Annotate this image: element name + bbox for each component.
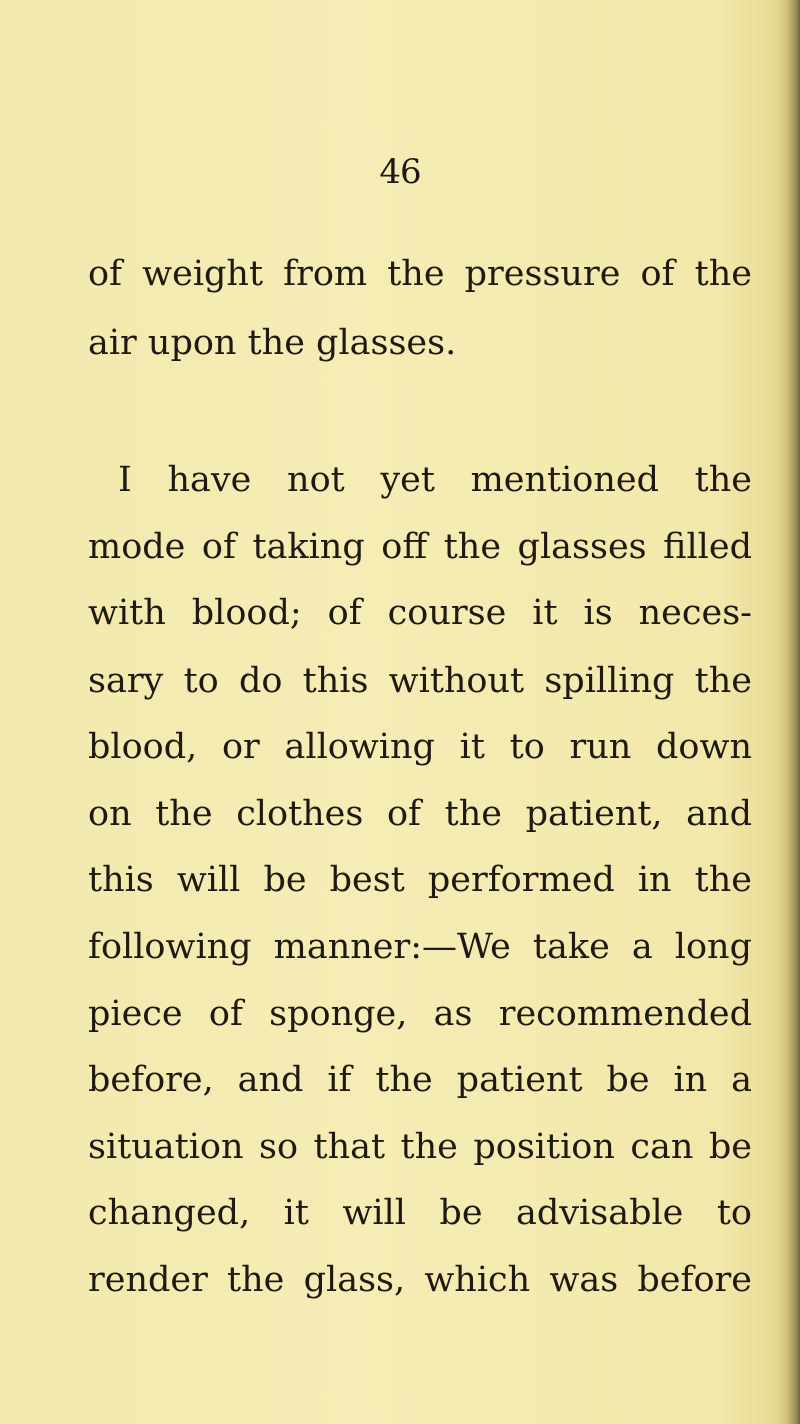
page-number: 46 [379,152,421,192]
text-line: mode of taking off the glasses filled [88,527,752,567]
text-line: air upon the glasses. [88,323,457,363]
text-line: before, and if the patient be in a [88,1060,752,1100]
page-edge-shadow [778,0,800,1424]
text-line: with blood; of course it is neces- [88,593,752,633]
text-line: of weight from the pressure of the [88,254,752,294]
text-line: situation so that the position can be [88,1127,752,1167]
text-line: following manner:—We take a long [88,927,752,967]
text-line: I have not yet mentioned the [118,460,752,500]
text-line: sary to do this without spilling the [88,661,752,701]
text-line: render the glass, which was before [88,1260,752,1300]
text-line: changed, it will be advisable to [88,1193,752,1233]
text-line: piece of sponge, as recommended [88,994,752,1034]
text-line: on the clothes of the patient, and [88,794,752,834]
text-line: this will be best performed in the [88,860,752,900]
text-line: blood, or allowing it to run down [88,727,752,767]
